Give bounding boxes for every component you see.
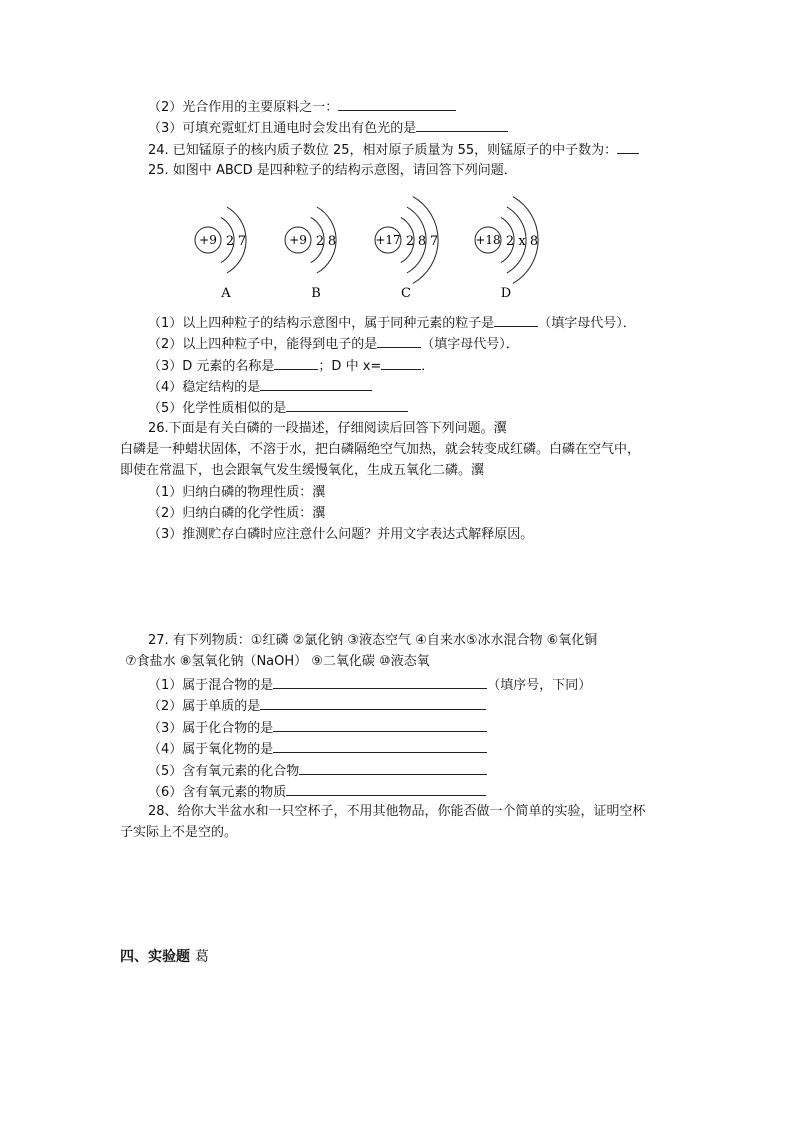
electron-count: 7: [429, 234, 439, 249]
question-25-1: （1）以上四种粒子的结构示意图中，属于同种元素的粒子是 （填字母代号）．: [148, 313, 636, 333]
atom-label: B: [311, 286, 321, 301]
electron-count: x: [518, 234, 526, 249]
electron-count: 8: [327, 234, 337, 249]
answer-blank[interactable]: [274, 356, 318, 370]
atom-label: D: [500, 286, 512, 301]
electron-count: 7: [237, 234, 247, 249]
atom-label: A: [221, 286, 231, 301]
question-27-4: （4）属于氧化物的是: [148, 739, 487, 759]
answer-blank[interactable]: [286, 398, 408, 412]
question-26-passage-2: 即使在常温下，也会跟氧气发生缓慢氧化，生成五氧化二磷。瀷: [120, 463, 485, 478]
question-25: 25. 如图中 ABCD 是四种粒子的结构示意图，请回答下列问题．: [148, 163, 517, 178]
question-24: 24. 已知锰原子的核内质子数位 25，相对原子质量为 55，则锰原子的中子数为：: [148, 140, 639, 160]
electron-count: 2: [405, 234, 415, 249]
line-photosynthesis: （2）光合作用的主要原料之一：: [148, 97, 456, 117]
nucleus-charge: +9: [199, 233, 217, 247]
nucleus-charge: +17: [375, 233, 401, 247]
question-27-3: （3）属于化合物的是: [148, 718, 487, 738]
question-27-1: （1）属于混合物的是 （填序号，下同）: [148, 675, 591, 695]
answer-blank[interactable]: [338, 97, 456, 111]
answer-blank[interactable]: [273, 718, 487, 732]
question-27-substances: ⑦食盐水 ⑧氢氧化钠（NaOH） ⑨二氧化碳 ⑩液态氧: [125, 654, 430, 669]
question-25-2: （2）以上四种粒子中，能得到电子的是 （填字母代号）．: [148, 334, 519, 354]
electron-count: 8: [529, 234, 539, 249]
electron-count: 2: [505, 234, 515, 249]
section-heading-experiment: 四、实验题 葛: [120, 949, 209, 965]
electron-count: 8: [417, 234, 427, 249]
line-neon: （3）可填充霓虹灯且通电时会发出有色光的是: [148, 118, 508, 138]
electron-count: 2: [315, 234, 325, 249]
atom-c: [375, 197, 438, 301]
question-25-3: （3）D 元素的名称是 ；D 中 x= ．: [148, 356, 434, 376]
question-27-6: （6）含有氧元素的物质: [148, 782, 486, 802]
answer-blank[interactable]: [416, 118, 508, 132]
electron-count: 2: [225, 234, 235, 249]
answer-blank[interactable]: [273, 739, 487, 753]
question-26-3: （3）推测贮存白磷时应注意什么问题？并用文字表达式解释原因。: [148, 527, 534, 542]
answer-blank[interactable]: [273, 675, 487, 689]
answer-blank[interactable]: [260, 696, 486, 710]
atom-d: [475, 197, 538, 301]
atom-b: [285, 207, 336, 301]
answer-blank[interactable]: [494, 313, 538, 327]
question-27: 27. 有下列物质：①红磷 ②氯化钠 ③液态空气 ④自来水⑤冰水混合物 ⑥氧化铜: [148, 633, 598, 648]
atom-label: C: [401, 286, 411, 301]
atom-structure-diagram: [186, 190, 566, 308]
question-26-2: （2）归纳白磷的化学性质：瀷: [148, 506, 326, 521]
answer-blank[interactable]: [286, 782, 486, 796]
question-28: 28、给你大半盆水和一只空杯子，不用其他物品，你能否做一个简单的实验，证明空杯: [148, 804, 646, 819]
nucleus-charge: +9: [289, 233, 307, 247]
atom-a: [195, 207, 246, 301]
answer-blank[interactable]: [617, 140, 639, 154]
question-26-passage-1: 白磷是一种蜡状固体，不溶于水，把白磷隔绝空气加热，就会转变成红磷。白磷在空气中，: [120, 442, 641, 457]
question-26: 26.下面是有关白磷的一段描述，仔细阅读后回答下列问题。瀷: [148, 421, 507, 436]
question-27-2: （2）属于单质的是: [148, 696, 486, 716]
nucleus-charge: +18: [475, 233, 501, 247]
answer-blank[interactable]: [299, 761, 487, 775]
answer-blank[interactable]: [381, 356, 421, 370]
question-28-cont: 子实际上不是空的。: [120, 825, 238, 840]
answer-blank[interactable]: [377, 334, 421, 348]
question-25-4: （4）稳定结构的是: [148, 377, 372, 397]
question-25-5: （5）化学性质相似的是: [148, 398, 408, 418]
question-26-1: （1）归纳白磷的物理性质：瀷: [148, 485, 326, 500]
answer-blank[interactable]: [260, 377, 372, 391]
question-27-5: （5）含有氧元素的化合物: [148, 761, 487, 781]
